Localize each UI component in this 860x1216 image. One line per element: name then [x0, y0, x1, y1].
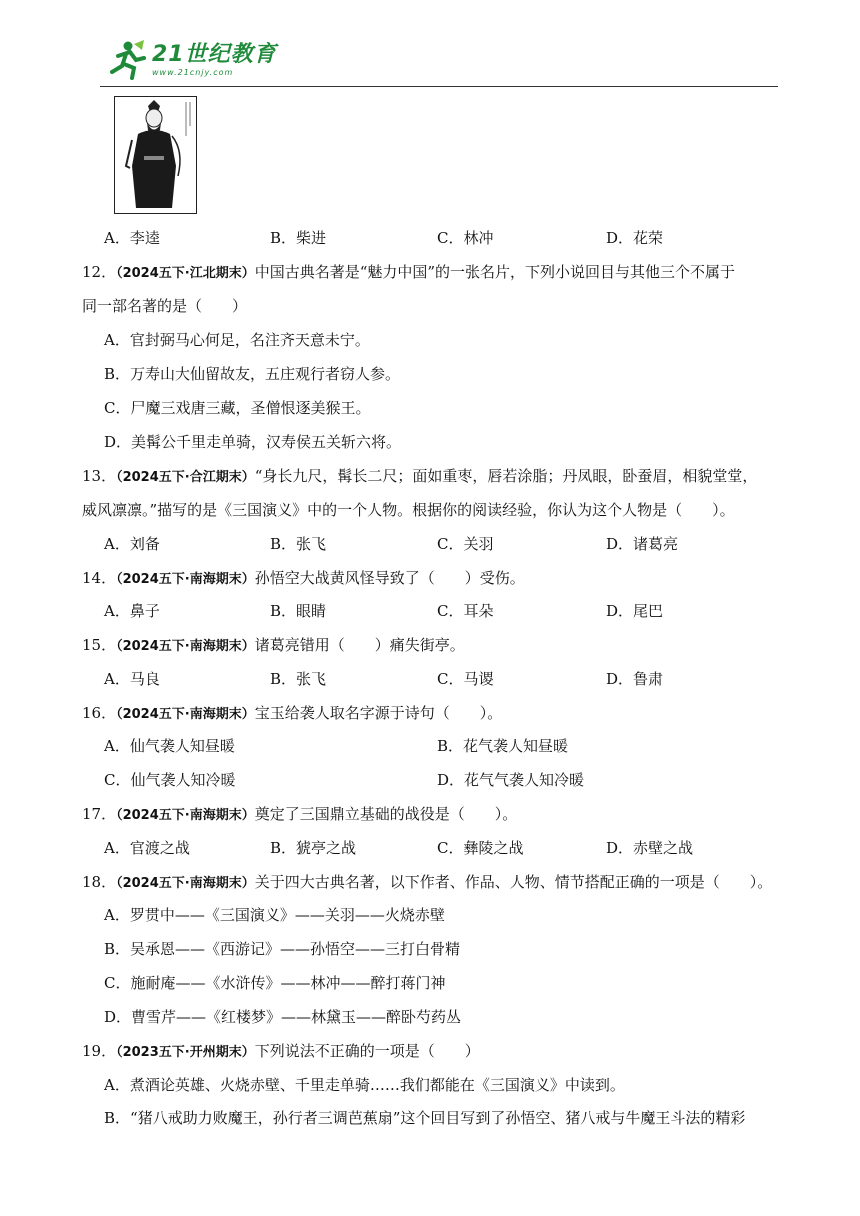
- q19-source: （2023五下·开州期末）: [116, 1045, 255, 1060]
- q14-stem: [82, 568, 525, 590]
- q19-option-b: B．“猪八戒助力败魔王，孙行者三调芭蕉扇”这个回目写到了孙悟空、猪八戒与牛魔王斗法的精彩: [104, 1109, 746, 1127]
- q16-text: 宝玉给袭人取名字源于诗句（ ）。: [254, 704, 503, 722]
- q12-option-a: A．官封弼马心何足，名注齐天意未宁。: [104, 331, 370, 349]
- q15-option-a: A．马良: [104, 670, 160, 688]
- q16-option-b: B．花气袭人知昼暖: [437, 737, 569, 755]
- q16-option-d: D．花气气袭人知冷暖: [437, 771, 585, 789]
- q17-stem: [82, 804, 517, 826]
- q19-option-a: A．煮酒论英雄、火烧赤壁、千里走单骑……我们都能在《三国演义》中读到。: [104, 1076, 625, 1094]
- q12-option-d: D．美髯公千里走单骑，汉寿侯五关斩六将。: [104, 433, 402, 451]
- q16-stem: [82, 703, 502, 725]
- logo-url: www.21cnjy.com: [152, 67, 234, 77]
- q14-text: 孙悟空大战黄风怪导致了（ ）受伤。: [254, 569, 525, 587]
- q12-stem-line1: [82, 262, 735, 284]
- q14-option-a: A．鼻子: [104, 602, 160, 620]
- q18-option-d: D．曹雪芹——《红楼梦》——林黛玉——醉卧芍药丛: [104, 1008, 462, 1026]
- q16-number: 16．: [82, 704, 117, 722]
- q17-number: 17．: [82, 805, 117, 823]
- q15-option-d: D．鲁肃: [606, 670, 664, 688]
- q16-source: （2024五下·南海期末）: [116, 707, 255, 722]
- q18-source: （2024五下·南海期末）: [116, 876, 255, 891]
- q14-source: （2024五下·南海期末）: [116, 572, 255, 587]
- q12-number: 12．: [82, 263, 117, 281]
- q15-option-b: B．张飞: [270, 670, 327, 688]
- q17-option-d: D．赤壁之战: [606, 839, 694, 857]
- q19-text: 下列说法不正确的一项是（ ）: [254, 1042, 480, 1060]
- q15-source: （2024五下·南海期末）: [116, 639, 255, 654]
- q15-option-c: C．马谡: [437, 670, 494, 688]
- q18-option-b: B．吴承恩——《西游记》——孙悟空——三打白骨精: [104, 940, 461, 958]
- q16-option-a: A．仙气袭人知昼暖: [104, 737, 235, 755]
- logo: [104, 38, 277, 82]
- q17-option-a: A．官渡之战: [104, 839, 190, 857]
- q14-option-d: D．尾巴: [606, 602, 664, 620]
- q11-option-b: B．柴进: [270, 229, 327, 247]
- q13-stem-line2: 威风凛凛。”描写的是《三国演义》中的一个人物。根据你的阅读经验，你认为这个人物是（ ）。: [82, 501, 735, 519]
- q19-number: 19．: [82, 1042, 117, 1060]
- q16-option-c: C．仙气袭人知冷暖: [104, 771, 236, 789]
- logo-title: 21世纪教育: [152, 41, 277, 67]
- q13-option-d: D．诸葛亮: [606, 535, 679, 553]
- q18-option-c: C．施耐庵——《水浒传》——林冲——醉打蒋门神: [104, 974, 446, 992]
- q13-option-b: B．张飞: [270, 535, 327, 553]
- q13-option-a: A．刘备: [104, 535, 160, 553]
- q18-text: 关于四大古典名著，以下作者、作品、人物、情节搭配正确的一项是（ ）。: [254, 873, 773, 891]
- q14-option-b: B．眼睛: [270, 602, 327, 620]
- q12-option-b: B．万寿山大仙留故友，五庄观行者窃人参。: [104, 365, 401, 383]
- q19-stem: [82, 1041, 480, 1063]
- q18-stem: [82, 872, 772, 894]
- q15-number: 15．: [82, 636, 117, 654]
- q15-stem: [82, 635, 465, 657]
- q12-source: （2024五下·江北期末）: [116, 266, 255, 281]
- q17-text: 奠定了三国鼎立基础的战役是（ ）。: [254, 805, 518, 823]
- q17-option-c: C．彝陵之战: [437, 839, 524, 857]
- q12-stem-line2: 同一部名著的是（ ）: [82, 297, 248, 315]
- q14-option-c: C．耳朵: [437, 602, 494, 620]
- q15-text: 诸葛亮错用（ ）痛失街亭。: [254, 636, 465, 654]
- q14-number: 14．: [82, 569, 117, 587]
- q17-option-b: B．猇亭之战: [270, 839, 357, 857]
- q18-option-a: A．罗贯中——《三国演义》——关羽——火烧赤壁: [104, 906, 445, 924]
- character-illustration: [114, 96, 197, 214]
- q11-option-c: C．林冲: [437, 229, 494, 247]
- runner-logo-icon: [104, 38, 148, 82]
- q17-source: （2024五下·南海期末）: [116, 808, 255, 823]
- q13-number: 13．: [82, 467, 117, 485]
- q13-text: “身长九尺，髯长二尺；面如重枣，唇若涂脂；丹凤眼，卧蚕眉，相貌堂堂，: [254, 467, 758, 485]
- q12-option-c: C．尸魔三戏唐三藏，圣僧恨逐美猴王。: [104, 399, 371, 417]
- q18-number: 18．: [82, 873, 117, 891]
- q13-stem-line1: [82, 466, 757, 488]
- q13-option-c: C．关羽: [437, 535, 494, 553]
- q11-option-d: D．花荣: [606, 229, 664, 247]
- page-header: [100, 38, 778, 87]
- q11-option-a: A．李逵: [104, 229, 160, 247]
- q12-text: 中国古典名著是“魅力中国”的一张名片，下列小说回目与其他三个不属于: [254, 263, 736, 281]
- q13-source: （2024五下·合江期末）: [116, 470, 255, 485]
